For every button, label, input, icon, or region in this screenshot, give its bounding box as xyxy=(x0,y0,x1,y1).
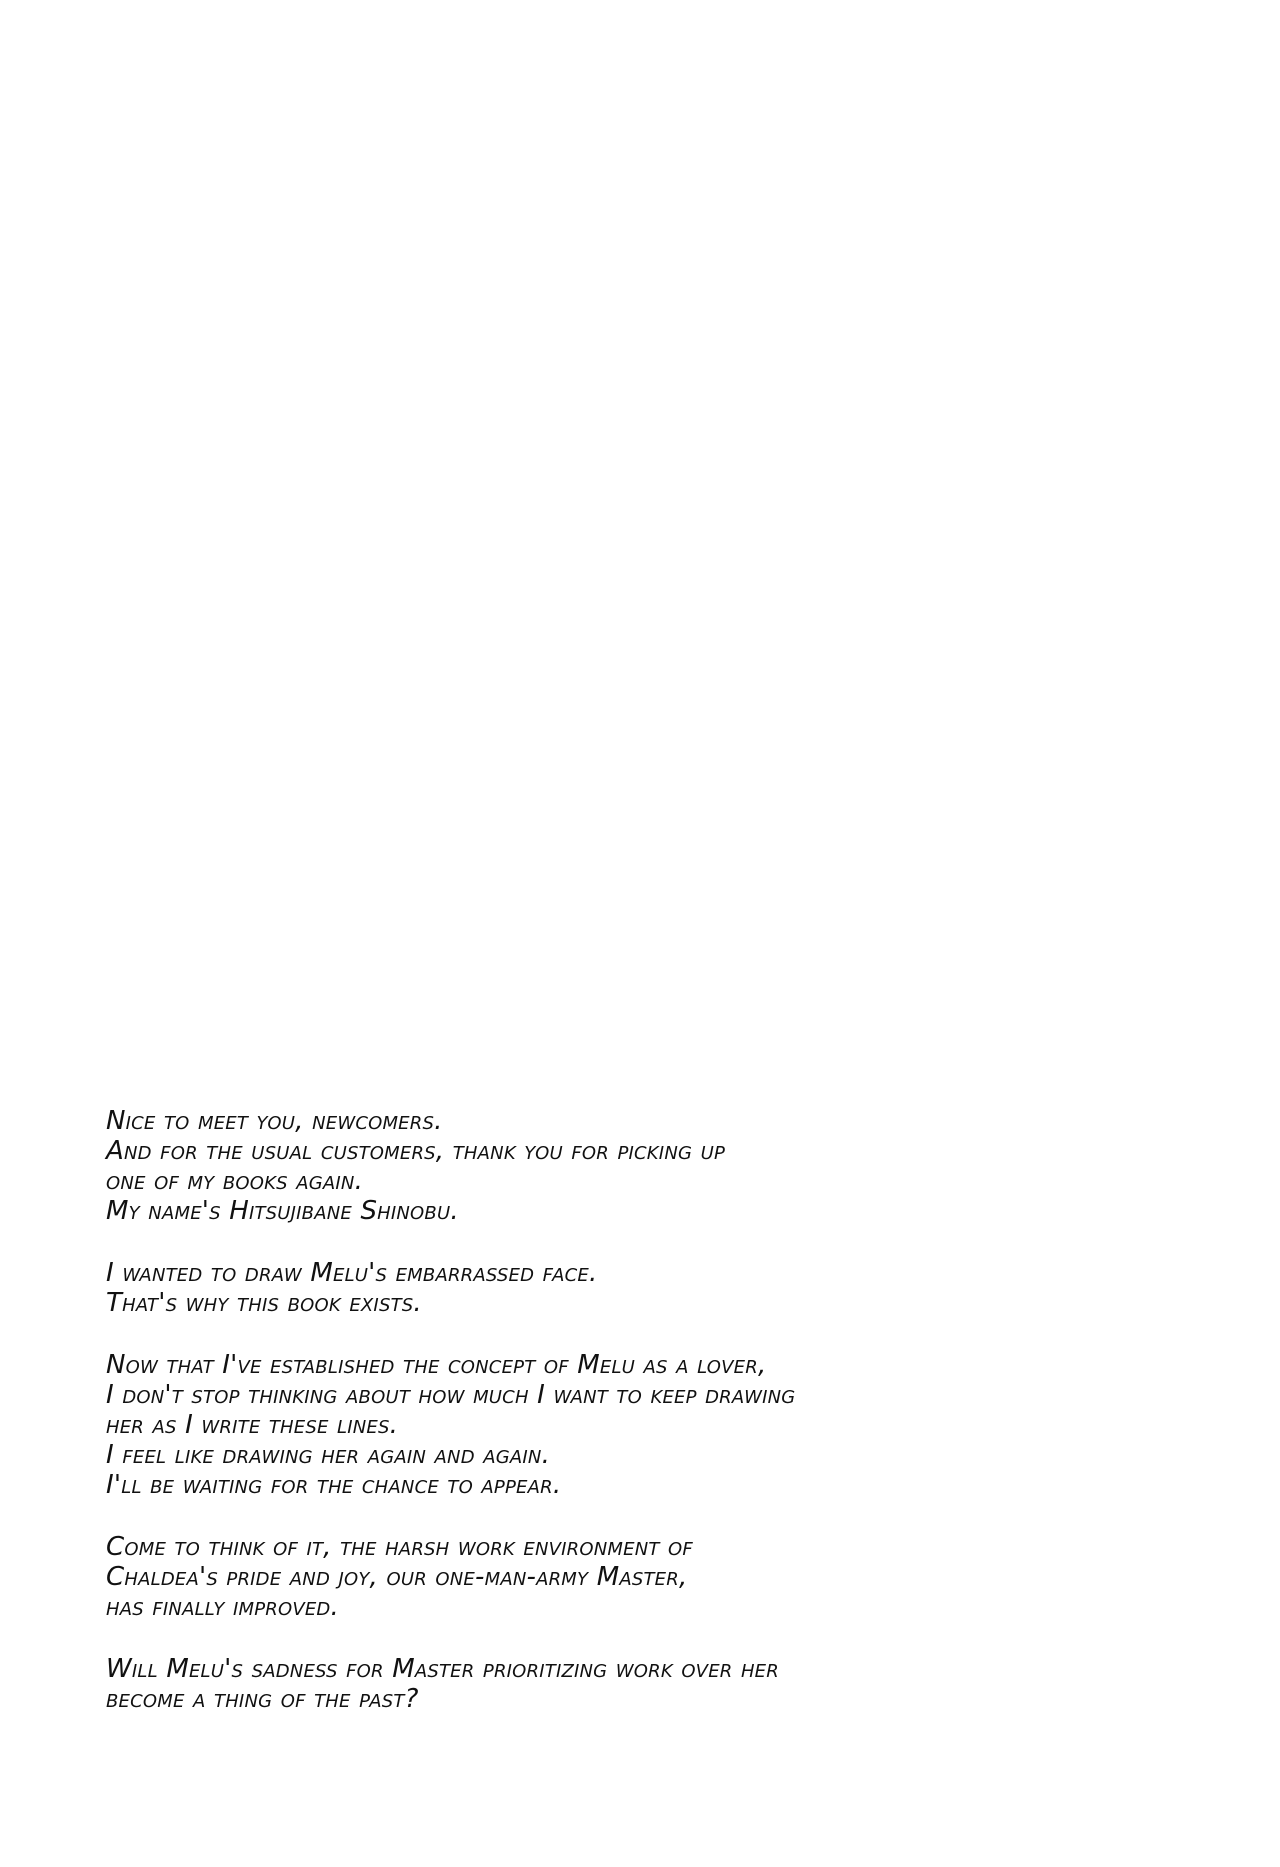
paragraph-greeting xyxy=(106,1106,1206,1226)
text-line: Will Melu's sadness for Master prioritizing work over her xyxy=(106,1654,779,1684)
text-line: Come to think of it, the harsh work environment of xyxy=(106,1532,693,1562)
text-line: Nice to meet you, newcomers. xyxy=(106,1106,443,1136)
text-line: one of my books again. xyxy=(106,1166,364,1196)
paragraph-motivation xyxy=(106,1258,1206,1318)
text-line: Now that I've established the concept of Melu as a lover, xyxy=(106,1350,767,1380)
text-line: My name's Hitsujibane Shinobu. xyxy=(106,1196,459,1226)
text-line: I feel like drawing her again and again. xyxy=(106,1440,551,1470)
paragraph-concept xyxy=(106,1350,1206,1500)
text-line: I don't stop thinking about how much I want to keep drawing xyxy=(106,1380,796,1410)
text-line: I'll be waiting for the chance to appear. xyxy=(106,1470,562,1500)
paragraph-chaldea xyxy=(106,1532,1206,1622)
text-line: I wanted to draw Melu's embarrassed face. xyxy=(106,1258,598,1288)
text-line: become a thing of the past? xyxy=(106,1684,419,1714)
text-line: And for the usual customers, thank you for picking up xyxy=(106,1136,726,1166)
text-line: Chaldea's pride and joy, our one-man-army Master, xyxy=(106,1562,688,1592)
text-line: has finally improved. xyxy=(106,1592,339,1622)
paragraph-closing xyxy=(106,1654,1206,1714)
afterword-text xyxy=(106,1106,1206,1746)
text-line: her as I write these lines. xyxy=(106,1410,399,1440)
text-line: That's why this book exists. xyxy=(106,1288,422,1318)
